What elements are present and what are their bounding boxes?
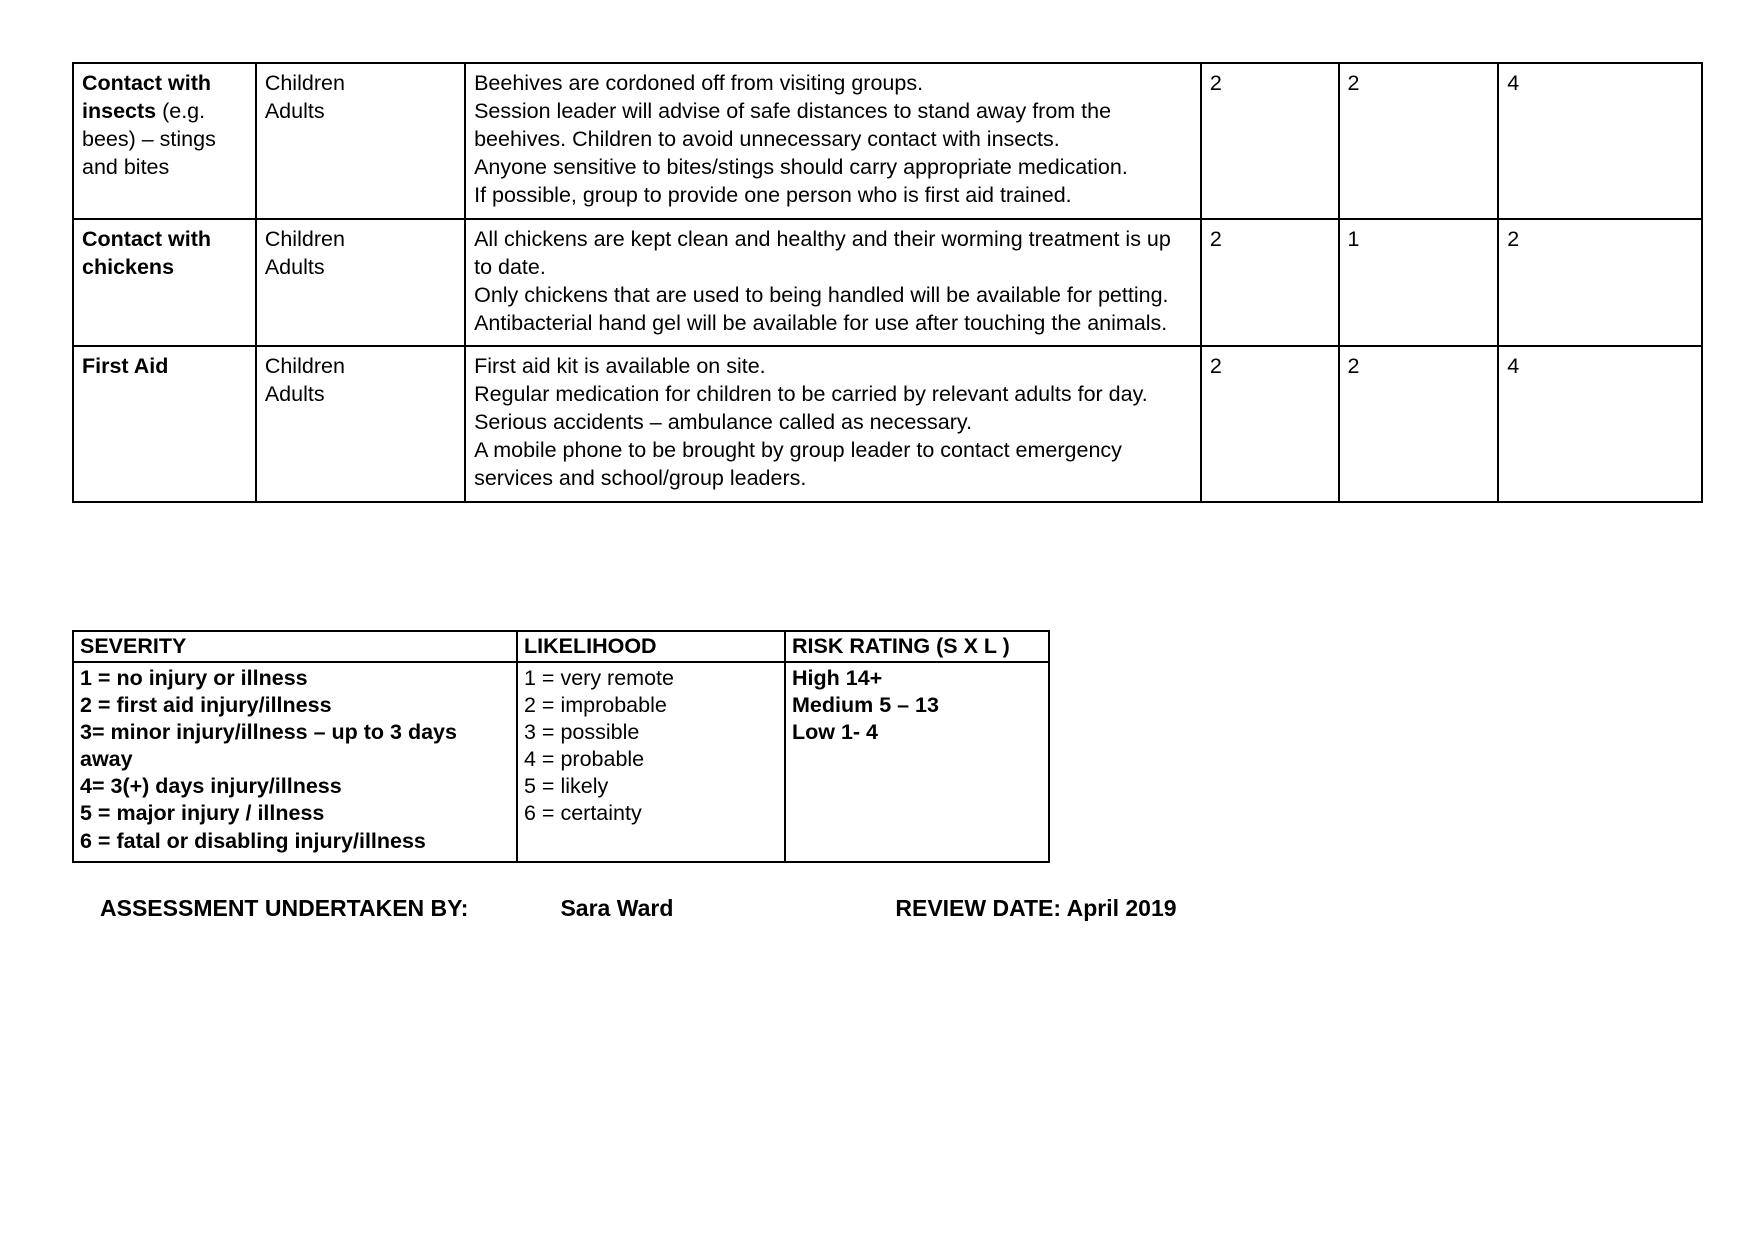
severity-item: 2 = first aid injury/illness: [80, 693, 332, 718]
severity-item: 3= minor injury/illness – up to 3 days away: [80, 720, 457, 772]
control-line: Antibacterial hand gel will be available for use after touching the animals.: [474, 310, 1168, 335]
table-row: [73, 219, 1702, 347]
control-line: All chickens are kept clean and healthy and their worming treatment is up to date.: [474, 226, 1171, 279]
who-line: Children: [264, 354, 345, 379]
hazard-detail: (e.g. bees) – stings and bites: [82, 98, 216, 179]
review-date: REVIEW DATE: April 2019: [895, 895, 1177, 921]
likelihood-item: 3 = possible: [524, 720, 640, 745]
control-line: Beehives are cordoned off from visiting groups.: [474, 71, 924, 95]
control-measures-cell: [465, 346, 1201, 502]
risk-assessment-table: [72, 62, 1703, 503]
risk-rating-item: High 14+: [792, 666, 883, 691]
severity-header: SEVERITY: [73, 631, 517, 662]
severity-item: 4= 3(+) days injury/illness: [80, 774, 342, 799]
control-line: A mobile phone to be brought by group leader to contact emergency services and school/group leaders.: [474, 438, 1122, 491]
hazard-name: First Aid: [82, 354, 169, 379]
key-header-row: [73, 631, 1049, 662]
severity-item: 1 = no injury or illness: [80, 666, 308, 691]
severity-cell: 2: [1201, 63, 1339, 219]
control-line: If possible, group to provide one person who is first aid trained.: [474, 182, 1072, 207]
likelihood-header: LIKELIHOOD: [517, 631, 785, 662]
risk-rating-cell: 4: [1498, 346, 1702, 502]
who-line: Adults: [264, 382, 325, 407]
control-measures-cell: [465, 219, 1201, 347]
severity-cell: 2: [1201, 219, 1339, 347]
table-row: [73, 63, 1702, 219]
severity-scale: [73, 662, 517, 862]
scoring-key-table: [72, 630, 1050, 863]
who-line: Children: [264, 71, 345, 95]
who-at-risk-cell: [256, 346, 465, 502]
key-body-row: [73, 662, 1049, 862]
who-line: Adults: [264, 254, 325, 279]
who-at-risk-cell: [256, 63, 465, 219]
severity-cell: 2: [1201, 346, 1339, 502]
hazard-cell: [73, 346, 256, 502]
severity-item: 6 = fatal or disabling injury/illness: [80, 828, 426, 853]
likelihood-scale: [517, 662, 785, 862]
control-line: Session leader will advise of safe distances to stand away from the beehives. Children to avoid unnecessary contact with insects.: [474, 98, 1112, 151]
likelihood-item: 4 = probable: [524, 747, 645, 772]
risk-rating-header: RISK RATING (S X L ): [785, 631, 1049, 662]
control-line: Regular medication for children to be carried by relevant adults for day.: [474, 382, 1148, 407]
hazard-name: Contact with insects: [82, 71, 211, 123]
who-line: Adults: [264, 98, 325, 123]
who-at-risk-cell: [256, 219, 465, 347]
control-line: Only chickens that are used to being handled will be available for petting.: [474, 282, 1169, 307]
severity-item: 5 = major injury / illness: [80, 801, 325, 826]
assessment-footer: [100, 895, 1400, 922]
risk-rating-cell: 2: [1498, 219, 1702, 347]
likelihood-cell: 2: [1339, 346, 1499, 502]
likelihood-item: 6 = certainty: [524, 801, 642, 826]
likelihood-item: 5 = likely: [524, 774, 609, 799]
hazard-name: Contact with chickens: [82, 226, 211, 279]
likelihood-cell: 1: [1339, 219, 1499, 347]
risk-rating-item: Medium 5 – 13: [792, 693, 939, 718]
assessment-undertaken-by-label: ASSESSMENT UNDERTAKEN BY:: [100, 895, 469, 921]
risk-rating-cell: 4: [1498, 63, 1702, 219]
control-measures-cell: [465, 63, 1201, 219]
hazard-cell: [73, 219, 256, 347]
control-line: First aid kit is available on site.: [474, 354, 766, 379]
likelihood-item: 1 = very remote: [524, 666, 674, 691]
control-line: Serious accidents – ambulance called as necessary.: [474, 410, 973, 435]
risk-rating-scale: [785, 662, 1049, 862]
hazard-cell: [73, 63, 256, 219]
table-row: [73, 346, 1702, 502]
assessor-name: Sara Ward: [560, 895, 674, 921]
likelihood-cell: 2: [1339, 63, 1499, 219]
likelihood-item: 2 = improbable: [524, 693, 667, 718]
who-line: Children: [264, 226, 345, 251]
risk-rating-item: Low 1- 4: [792, 720, 879, 745]
control-line: Anyone sensitive to bites/stings should carry appropriate medication.: [474, 154, 1128, 179]
